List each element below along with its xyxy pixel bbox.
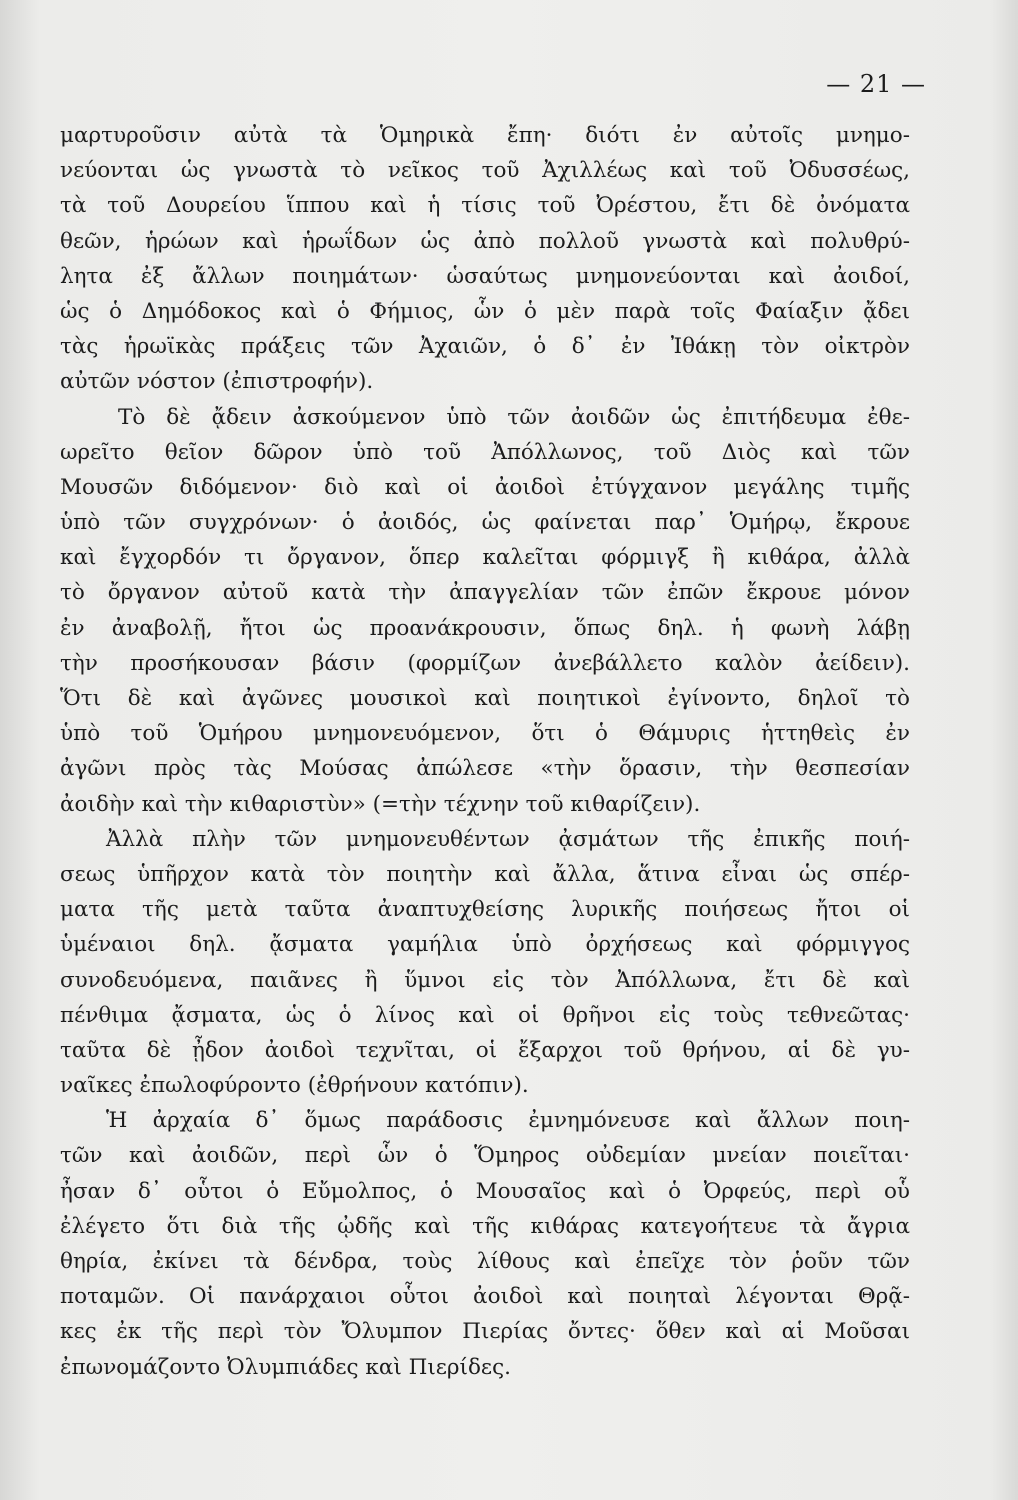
text-line: ὡς ὁ Δημόδοκος καὶ ὁ Φήμιος, ὧν ὁ μὲν παρὰ τοῖς Φαίαξιν ᾄδει	[60, 298, 910, 324]
text-line: μαρτυροῦσιν αὐτὰ τὰ Ὁμηρικὰ ἔπη· διότι ἐν αὐτοῖς μνημο-	[60, 123, 910, 148]
text-line: ναῖκες ἐπωλοφύροντο (ἐθρήνουν κατόπιν).	[60, 1073, 529, 1099]
text-line: ωρεῖτο θεῖον δῶρον ὑπὸ τοῦ Ἀπόλλωνος, τοῦ Διὸς καὶ τῶν	[60, 439, 910, 465]
text-line: ὑμέναιοι δηλ. ᾄσματα γαμήλια ὑπὸ ὀρχήσεως καὶ φόρμιγγος	[60, 932, 910, 958]
text-line: ἀγῶνι πρὸς τὰς Μούσας ἀπώλεσε «τὴν ὅρασιν, τὴν θεσπεσίαν	[60, 756, 910, 782]
paragraph-start-line: Ἀλλὰ πλὴν τῶν μνημονευθέντων ᾀσμάτων τῆς ἐπικῆς ποιή-	[106, 826, 910, 852]
text-line: ποταμῶν. Οἱ πανάρχαιοι οὗτοι ἀοιδοὶ καὶ ποιηταὶ λέγονται Θρᾷ-	[60, 1284, 910, 1310]
text-line: ἦσαν δ᾿ οὗτοι ὁ Εὔμολπος, ὁ Μουσαῖος καὶ ὁ Ὀρφεύς, περὶ οὗ	[60, 1178, 910, 1204]
text-line: τὴν προσήκουσαν βάσιν (φορμίζων ἀνεβάλλετο καλὸν ἀείδειν).	[60, 650, 910, 676]
text-line: ὑπὸ τοῦ Ὁμήρου μνημονευόμενον, ὅτι ὁ Θάμυρις ἡττηθεὶς ἐν	[60, 721, 910, 747]
text-line: ἐλέγετο ὅτι διὰ τῆς ᾠδῆς καὶ τῆς κιθάρας κατεγοήτευε τὰ ἄγρια	[60, 1213, 910, 1239]
text-line: Μουσῶν διδόμενον· διὸ καὶ οἱ ἀοιδοὶ ἐτύγχανον μεγάλης τιμῆς	[60, 474, 910, 500]
text-line: ἐπωνομάζοντο Ὀλυμπιάδες καὶ Πιερίδες.	[60, 1354, 511, 1380]
text-line: θηρία, ἐκίνει τὰ δένδρα, τοὺς λίθους καὶ ἐπεῖχε τὸν ῥοῦν τῶν	[60, 1249, 910, 1274]
text-line: πένθιμα ᾄσματα, ὡς ὁ λίνος καὶ οἱ θρῆνοι εἰς τοὺς τεθνεῶτας·	[60, 1002, 910, 1028]
text-line: ματα τῆς μετὰ ταῦτα ἀναπτυχθείσης λυρικῆς ποιήσεως ἤτοι οἱ	[60, 897, 910, 923]
text-line: καὶ ἔγχορδόν τι ὄργανον, ὅπερ καλεῖται φόρμιγξ ἢ κιθάρα, ἀλλὰ	[60, 545, 910, 571]
text-line: αὐτῶν νόστον (ἐπιστροφήν).	[60, 369, 374, 395]
text-line: Ὅτι δὲ καὶ ἀγῶνες μουσικοὶ καὶ ποιητικοὶ ἐγίνοντο, δηλοῖ τὸ	[60, 686, 910, 711]
text-line: τῶν καὶ ἀοιδῶν, περὶ ὧν ὁ Ὅμηρος οὐδεμίαν μνείαν ποιεῖται·	[60, 1143, 910, 1169]
text-line: τὸ ὄργανον αὐτοῦ κατὰ τὴν ἀπαγγελίαν τῶν ἐπῶν ἔκρουε μόνον	[60, 580, 910, 606]
paragraph-start-line: Ἡ ἀρχαία δ᾿ ὅμως παράδοσις ἐμνημόνευσε καὶ ἄλλων ποιη-	[106, 1108, 910, 1134]
body-text	[60, 118, 910, 1385]
text-line: τὰς ἡρωϊκὰς πράξεις τῶν Ἀχαιῶν, ὁ δ᾿ ἐν Ἰθάκῃ τὸν οἰκτρὸν	[60, 334, 910, 360]
text-line: ἐν ἀναβολῇ, ἤτοι ὡς προανάκρουσιν, ὅπως δηλ. ἡ φωνὴ λάβῃ	[60, 615, 910, 641]
text-line: τὰ τοῦ Δουρείου ἵππου καὶ ἡ τίσις τοῦ Ὀρέστου, ἔτι δὲ ὀνόματα	[60, 193, 910, 219]
text-line: θεῶν, ἡρώων καὶ ἡρωΐδων ὡς ἀπὸ πολλοῦ γνωστὰ καὶ πολυθρύ-	[60, 228, 910, 254]
text-line: σεως ὑπῆρχον κατὰ τὸν ποιητὴν καὶ ἄλλα, ἅτινα εἶναι ὡς σπέρ-	[60, 861, 910, 887]
text-line: λητα ἐξ ἄλλων ποιημάτων· ὡσαύτως μνημονεύονται καὶ ἀοιδοί,	[60, 263, 910, 289]
text-line: συνοδευόμενα, παιᾶνες ἢ ὕμνοι εἰς τὸν Ἀπόλλωνα, ἔτι δὲ καὶ	[60, 967, 910, 993]
page-number: — 21 —	[826, 70, 926, 98]
text-line: ἀοιδὴν καὶ τὴν κιθαριστὺν» (=τὴν τέχνην τοῦ κιθαρίζειν).	[60, 791, 701, 817]
text-line: ὑπὸ τῶν συγχρόνων· ὁ ἀοιδός, ὡς φαίνεται παρ᾿ Ὁμήρῳ, ἔκρουε	[60, 510, 910, 536]
text-line: νεύονται ὡς γνωστὰ τὸ νεῖκος τοῦ Ἀχιλλέως καὶ τοῦ Ὀδυσσέως,	[60, 158, 910, 184]
text-line: κες ἐκ τῆς περὶ τὸν Ὄλυμπον Πιερίας ὄντες· ὅθεν καὶ αἱ Μοῦσαι	[60, 1319, 910, 1345]
text-line: ταῦτα δὲ ᾖδον ἀοιδοὶ τεχνῖται, οἱ ἔξαρχοι τοῦ θρήνου, αἱ δὲ γυ-	[60, 1037, 910, 1063]
paragraph-start-line: Τὸ δὲ ᾄδειν ἀσκούμενον ὑπὸ τῶν ἀοιδῶν ὡς ἐπιτήδευμα ἐθε-	[118, 404, 910, 430]
